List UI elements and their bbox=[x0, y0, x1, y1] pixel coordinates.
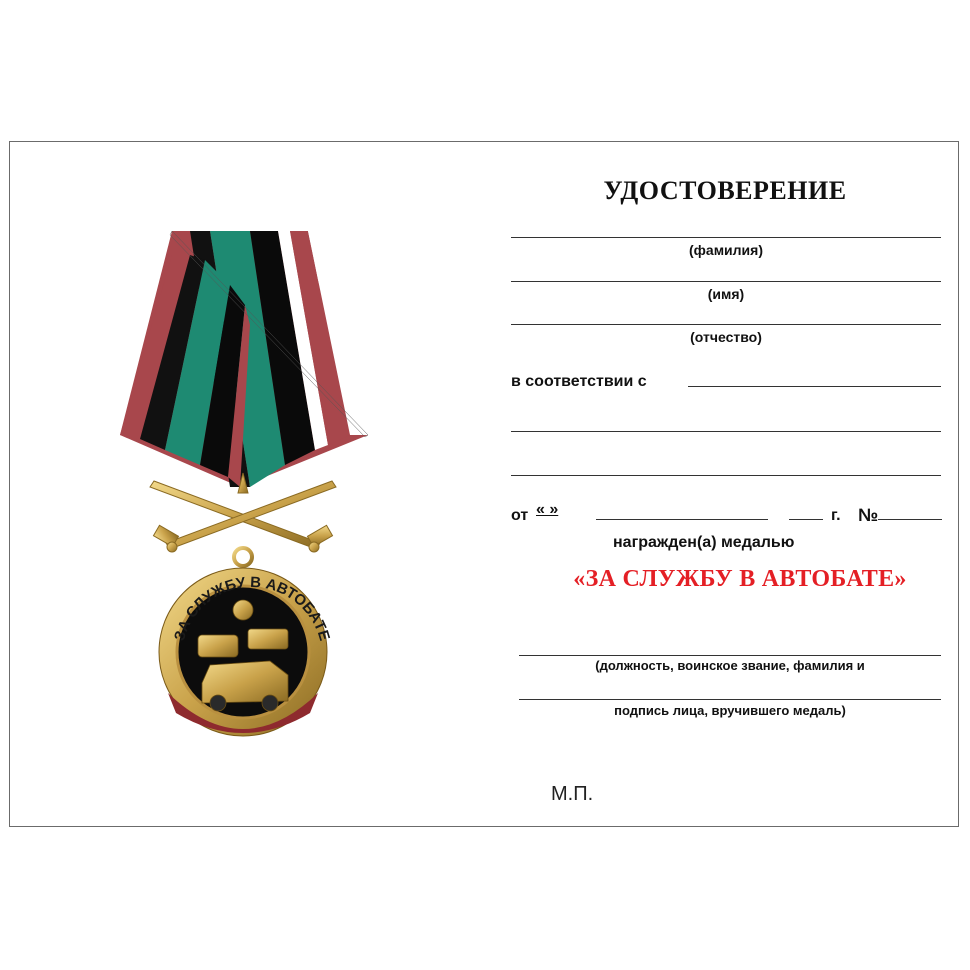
blank-line-1 bbox=[511, 431, 941, 432]
accordance-label: в соответствии с bbox=[511, 373, 647, 390]
year-label: г. bbox=[831, 507, 841, 524]
medal-ring bbox=[234, 548, 252, 566]
medal-inscription: ЗА СЛУЖБУ В АВТОБАТЕ bbox=[171, 573, 333, 643]
awarded-text: награжден(а) медалью bbox=[613, 534, 795, 551]
ribbon bbox=[120, 231, 368, 487]
number-line bbox=[878, 519, 942, 520]
date-month-line bbox=[596, 519, 768, 520]
signature-caption-2: подпись лица, вручившего медаль) bbox=[614, 703, 846, 718]
from-label: от bbox=[511, 507, 529, 524]
signature-line-1 bbox=[519, 655, 941, 656]
number-label: № bbox=[858, 505, 879, 525]
surname-caption: (фамилия) bbox=[689, 242, 763, 258]
signature-caption-1: (должность, воинское звание, фамилия и bbox=[595, 658, 865, 673]
seal-label: М.П. bbox=[551, 783, 594, 805]
signature-line-2 bbox=[519, 699, 941, 700]
patronymic-line bbox=[511, 324, 941, 325]
medal-name: «ЗА СЛУЖБУ В АВТОБАТЕ» bbox=[573, 566, 907, 592]
crossed-swords-icon bbox=[150, 473, 336, 552]
name-caption: (имя) bbox=[707, 286, 745, 302]
blank-line-2 bbox=[511, 475, 941, 476]
accordance-line bbox=[688, 386, 941, 387]
name-line bbox=[511, 281, 941, 282]
year-line bbox=[789, 519, 823, 520]
patronymic-caption: (отчество) bbox=[690, 329, 762, 345]
medal-illustration bbox=[110, 225, 375, 745]
date-day-field: « » bbox=[536, 501, 559, 518]
surname-line bbox=[511, 237, 941, 238]
certificate-title: УДОСТОВЕРЕНИЕ bbox=[603, 176, 847, 205]
